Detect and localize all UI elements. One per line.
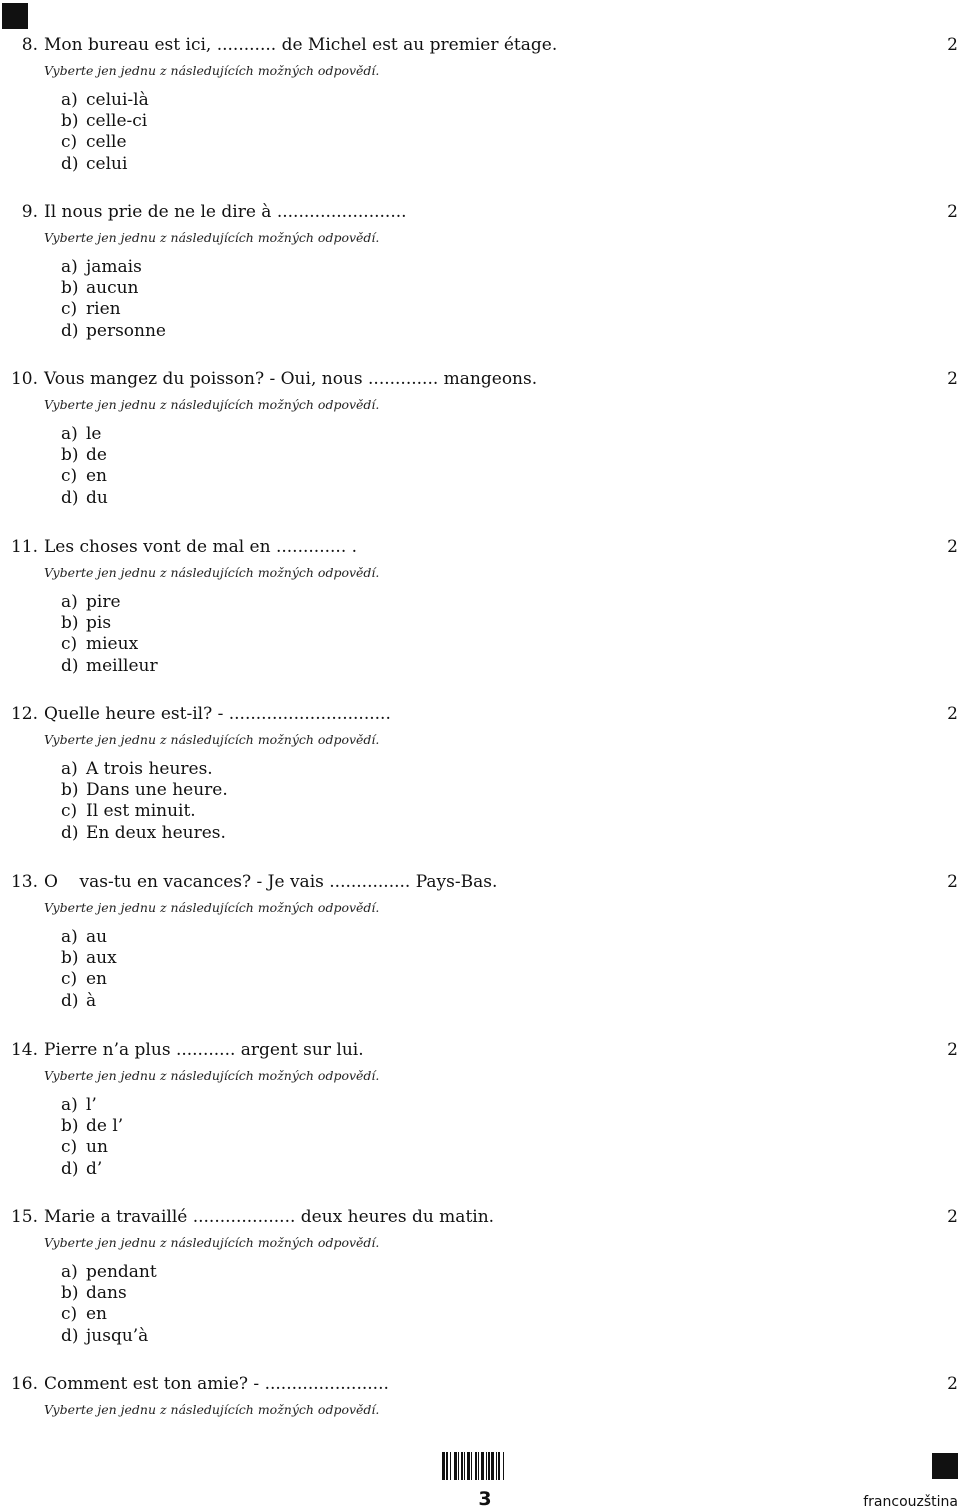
option-letter: b) (61, 278, 79, 299)
option-letter: c) (61, 1304, 78, 1325)
option-letter: b) (61, 111, 79, 132)
question-instruction: Vyberte jen jednu z následujících možných odpovědí. (44, 565, 380, 580)
question-points: 2 (947, 1207, 958, 1227)
answer-options (61, 759, 228, 844)
option-letter: a) (61, 424, 78, 444)
option-text: l’ (86, 1095, 97, 1115)
option-text: mieux (86, 634, 139, 655)
option-text: aux (86, 948, 117, 969)
option-text: pendant (86, 1262, 157, 1282)
top-left-corner-marker (2, 3, 28, 29)
option-letter: b) (61, 1283, 79, 1304)
option-letter: a) (61, 1095, 78, 1115)
option-text: celui (86, 153, 128, 174)
question-points: 2 (947, 872, 958, 892)
option-letter: b) (61, 613, 79, 634)
option-text: dans (86, 1283, 127, 1304)
answer-option[interactable] (61, 613, 158, 634)
question-13 (0, 871, 960, 1011)
option-letter: c) (61, 299, 78, 320)
option-text: Dans une heure. (86, 780, 228, 801)
answer-option[interactable] (61, 1095, 123, 1116)
answer-option[interactable] (61, 132, 149, 153)
question-number: 8. (21, 35, 38, 55)
option-text: aucun (86, 278, 139, 299)
question-16 (0, 1373, 960, 1417)
question-text: Il nous prie de ne le dire à ........................ (44, 202, 407, 222)
answer-option[interactable] (61, 1262, 157, 1283)
option-text: meilleur (86, 655, 158, 676)
option-text: de (86, 445, 107, 466)
option-letter: d) (61, 1158, 79, 1179)
question-text: Mon bureau est ici, ........... de Michel est au premier étage. (44, 35, 558, 55)
option-letter: a) (61, 1262, 78, 1282)
question-instruction: Vyberte jen jednu z následujících možných odpovědí. (44, 732, 380, 747)
option-letter: a) (61, 257, 78, 277)
question-text: O vas-tu en vacances? - Je vais ............... Pays-Bas. (44, 872, 498, 892)
question-line (0, 368, 960, 390)
option-text: en (86, 1304, 108, 1325)
question-points: 2 (947, 704, 958, 724)
barcode (442, 1452, 528, 1480)
question-15 (0, 1206, 960, 1346)
answer-option[interactable] (61, 488, 108, 509)
answer-option[interactable] (61, 969, 117, 990)
question-number: 11. (10, 537, 38, 557)
question-line (0, 536, 960, 558)
option-text: pis (86, 613, 112, 634)
option-text: celle-ci (86, 111, 148, 132)
option-letter: a) (61, 927, 78, 947)
question-8 (0, 34, 960, 174)
question-instruction: Vyberte jen jednu z následujících možných odpovědí. (44, 900, 380, 915)
option-text: jusqu’à (86, 1325, 149, 1346)
option-letter: a) (61, 592, 78, 612)
question-line (0, 201, 960, 223)
question-line (0, 1206, 960, 1228)
question-text: Comment est ton amie? - ....................... (44, 1374, 389, 1394)
option-text: le (86, 424, 102, 444)
option-letter: a) (61, 759, 78, 779)
answer-option[interactable] (61, 780, 228, 801)
answer-option[interactable] (61, 299, 166, 320)
option-text: jamais (86, 257, 142, 277)
answer-option[interactable] (61, 257, 166, 278)
answer-option[interactable] (61, 424, 108, 445)
option-letter: c) (61, 1137, 78, 1158)
answer-option[interactable] (61, 1304, 157, 1325)
subject-label: francouzština (863, 1494, 958, 1510)
answer-option[interactable] (61, 801, 228, 822)
question-line (0, 871, 960, 893)
option-letter: b) (61, 445, 79, 466)
answer-option[interactable] (61, 759, 228, 780)
option-letter: d) (61, 153, 79, 174)
option-text: personne (86, 320, 166, 341)
question-number: 16. (10, 1374, 38, 1394)
option-text: rien (86, 299, 121, 320)
question-text: Quelle heure est-il? - .............................. (44, 704, 391, 724)
question-instruction: Vyberte jen jednu z následujících možných odpovědí. (44, 230, 380, 245)
question-instruction: Vyberte jen jednu z následujících možných odpovědí. (44, 63, 380, 78)
question-points: 2 (947, 35, 958, 55)
option-text: au (86, 927, 108, 947)
answer-option[interactable] (61, 927, 117, 948)
answer-options (61, 927, 117, 1012)
question-points: 2 (947, 537, 958, 557)
question-text: Les choses vont de mal en ............. . (44, 537, 358, 557)
question-number: 13. (10, 872, 38, 892)
answer-option[interactable] (61, 321, 166, 342)
question-instruction: Vyberte jen jednu z následujících možných odpovědí. (44, 1235, 380, 1250)
question-instruction: Vyberte jen jednu z následujících možných odpovědí. (44, 397, 380, 412)
question-points: 2 (947, 1040, 958, 1060)
answer-options (61, 90, 149, 175)
option-text: A trois heures. (86, 759, 213, 779)
question-points: 2 (947, 1374, 958, 1394)
page-number: 3 (478, 1488, 492, 1510)
option-text: à (86, 990, 97, 1011)
option-letter: d) (61, 1325, 79, 1346)
answer-option[interactable] (61, 1137, 123, 1158)
question-line (0, 34, 960, 56)
answer-option[interactable] (61, 991, 117, 1012)
question-text: Marie a travaillé ................... deux heures du matin. (44, 1207, 495, 1227)
question-14 (0, 1039, 960, 1179)
option-letter: c) (61, 466, 78, 487)
answer-options (61, 1095, 123, 1180)
question-number: 15. (10, 1207, 38, 1227)
answer-option[interactable] (61, 90, 149, 111)
answer-option[interactable] (61, 1116, 123, 1137)
bottom-right-corner-marker (932, 1453, 958, 1479)
answer-option[interactable] (61, 154, 149, 175)
answer-options (61, 424, 108, 509)
question-12 (0, 703, 960, 843)
option-text: d’ (86, 1158, 103, 1179)
option-text: En deux heures. (86, 822, 226, 843)
answer-options (61, 592, 158, 677)
option-text: du (86, 487, 108, 508)
option-text: un (86, 1137, 108, 1158)
question-text: Vous mangez du poisson? - Oui, nous ............. mangeons. (44, 369, 538, 389)
option-text: en (86, 466, 108, 487)
option-text: pire (86, 592, 121, 612)
option-letter: a) (61, 90, 78, 110)
answer-option[interactable] (61, 634, 158, 655)
question-points: 2 (947, 202, 958, 222)
option-letter: c) (61, 969, 78, 990)
question-line (0, 1373, 960, 1395)
question-instruction: Vyberte jen jednu z následujících možných odpovědí. (44, 1402, 380, 1417)
question-number: 14. (10, 1040, 38, 1060)
question-number: 12. (10, 704, 38, 724)
answer-option[interactable] (61, 466, 108, 487)
answer-options (61, 1262, 157, 1347)
answer-option[interactable] (61, 278, 166, 299)
option-letter: b) (61, 948, 79, 969)
question-11 (0, 536, 960, 676)
option-letter: b) (61, 780, 79, 801)
answer-option[interactable] (61, 1283, 157, 1304)
answer-option[interactable] (61, 1159, 123, 1180)
option-text: Il est minuit. (86, 801, 196, 822)
question-text: Pierre n’a plus ........... argent sur lui. (44, 1040, 364, 1060)
option-letter: d) (61, 655, 79, 676)
answer-option[interactable] (61, 1326, 157, 1347)
option-text: en (86, 969, 108, 990)
answer-option[interactable] (61, 592, 158, 613)
answer-option[interactable] (61, 111, 149, 132)
option-letter: d) (61, 822, 79, 843)
question-line (0, 703, 960, 725)
question-number: 9. (21, 202, 38, 222)
option-letter: d) (61, 320, 79, 341)
answer-option[interactable] (61, 656, 158, 677)
question-10 (0, 368, 960, 508)
question-line (0, 1039, 960, 1061)
option-text: celui-là (86, 90, 149, 110)
option-letter: d) (61, 487, 79, 508)
option-text: celle (86, 132, 127, 153)
question-instruction: Vyberte jen jednu z následujících možných odpovědí. (44, 1068, 380, 1083)
option-letter: c) (61, 634, 78, 655)
question-9 (0, 201, 960, 341)
option-letter: d) (61, 990, 79, 1011)
answer-option[interactable] (61, 445, 108, 466)
option-letter: c) (61, 801, 78, 822)
answer-options (61, 257, 166, 342)
option-text: de l’ (86, 1116, 124, 1137)
answer-option[interactable] (61, 948, 117, 969)
question-points: 2 (947, 369, 958, 389)
question-number: 10. (10, 369, 38, 389)
answer-option[interactable] (61, 823, 228, 844)
option-letter: c) (61, 132, 78, 153)
option-letter: b) (61, 1116, 79, 1137)
